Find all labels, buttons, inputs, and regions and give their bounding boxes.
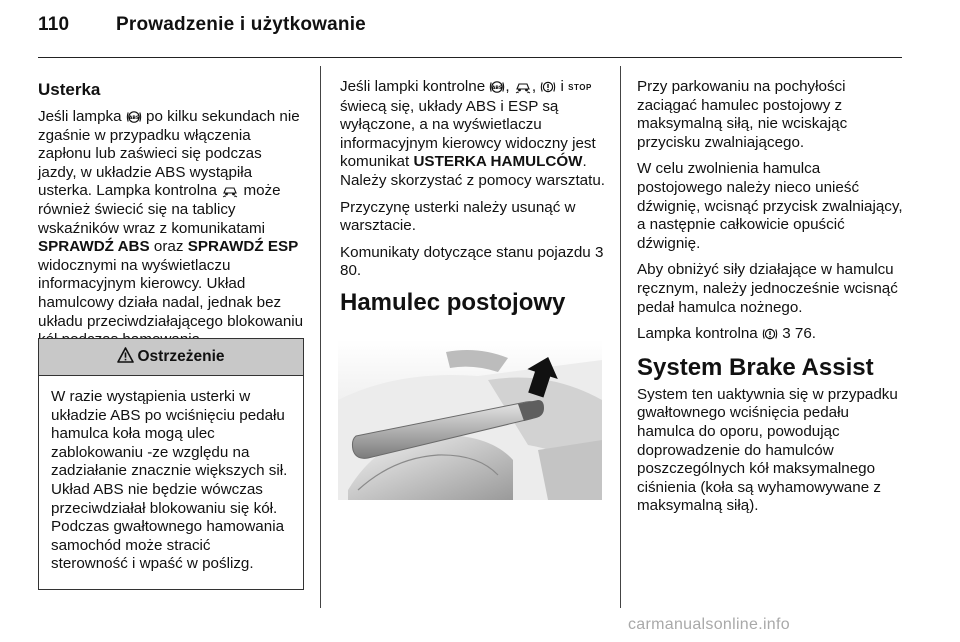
paragraph-brake-failure: Jeśli lampki kontrolne ABS , , i STOP świecą się, układy ABS i ESP są wyłączone, a na wyświetlaczu informacyjnym kierowcy widoczny jest komunikat USTERKA HAMULCÓW. Należy skorzystać z pomocy warsztatu. [340,78,606,189]
abs-warning-icon [489,80,505,94]
column-1 [38,80,304,358]
text: oraz [153,238,184,256]
svg-text:ABS: ABS [492,86,503,91]
paragraph-abs-fault [38,108,304,350]
text: widocznymi na wyświetlaczu informacyjnym kierowcy. Układ hamulcowy działa nadal, jednak bez układu przeciwdziałającego blokowaniu [38,256,304,330]
watermark: carmanualsonline.info [628,616,790,633]
paragraph-release: W celu zwolnienia hamulca postojowego należy nieco unieść dźwignię, wcisnąć przycisk zwalniający, a następnie całkowicie opuścić dźwignię. [637,160,903,252]
paragraph-reduce-forces: Aby obniżyć siły działające w hamulcu ręcznym, należy jednocześnie wcisnąć pedał hamulca nożnego. [637,261,898,316]
warning-box [38,338,304,590]
message-sprawdz-esp: SPRAWDŹ ESP [187,238,299,256]
page-reference: 76. [794,325,817,343]
paragraph-parking-slope: Przy parkowaniu na pochyłości zaciągać hamulec postojowy z maksymalną siłą, nie wciskając przycisku zwalniającego. [637,78,848,151]
column-divider-1 [320,66,321,608]
column-3 [637,78,905,524]
page-reference-symbol: 3 [782,325,791,343]
section-heading-usterka: Usterka [38,80,101,99]
text: Komunikaty dotyczące stanu pojazdu [340,243,591,261]
page-title: Prowadzenie i użytkowanie [116,14,366,35]
esp-skid-icon [514,80,532,94]
warning-header [39,339,303,376]
warning-triangle-icon [117,347,134,368]
text: świecą się, układy ABS i ESP są wyłączone, a na wyświetlaczu informacyjnym kierowcy widoczny jest komunikat [340,97,596,171]
text: Lampka kontrolna [637,325,758,343]
text: Jeśli lampki kontrolne [340,78,486,95]
stop-icon: STOP [568,83,592,92]
brake-warning-icon [540,80,556,94]
paragraph-control-lamp [637,325,905,344]
paragraph-repair: Przyczynę usterki należy usunąć w warsztacie. [340,198,576,235]
text: po kilku sekundach nie zgaśnie w przypadku włączenia zapłonu lub zaświeci się podczas jazdy, w układzie ABS wystąpiła usterka. Lampka kontrolna [38,108,300,200]
esp-skid-icon [221,184,239,198]
page-reference-symbol: 3 [594,243,604,261]
section-heading-brake-assist: System Brake Assist [637,353,874,381]
page-number: 110 [38,14,70,35]
page-reference: 80. [340,262,362,280]
message-sprawdz-abs: SPRAWDŹ ABS [38,238,150,256]
paragraph-vehicle-messages [340,244,606,281]
paragraph-brake-assist: System ten uaktywnia się w przypadku gwałtownego wciśnięcia pedału hamulca do oporu, powodując doprowadzenie do hamulców poszczególnych kół maksymalnego ciśnienia (koła są wyhamowywane z maksymalną siłą). [637,385,898,515]
brake-warning-icon [762,327,778,341]
text: może również świecić się na tablicy wskaźników wraz z komunikatami [38,182,281,237]
warning-text: W razie wystąpienia usterki w układzie ABS po wciśnięciu pedału hamulca koła mogą ulec zablokowaniu -ze względu na zadziałanie znacznie większych sił. Układ ABS nie będzie wówczas przeciwdziałał blokowaniu się kół. Podczas gwałtownego hamowania samochód może stracić sterowność i wpaść w poślizg. [51,388,288,573]
text: . Należy skorzystać z pomocy warsztatu. [340,153,606,189]
text: Jeśli lampka [38,108,122,125]
column-2 [340,78,606,325]
message-usterka-hamulcow: USTERKA HAMULCÓW [413,153,583,171]
parking-brake-illustration [338,340,602,500]
page-header [38,14,366,36]
abs-warning-icon [126,110,142,124]
header-divider [38,57,902,58]
warning-title: Ostrzeżenie [137,348,225,365]
svg-text:ABS: ABS [128,116,139,121]
section-heading-parking-brake: Hamulec postojowy [340,288,566,316]
column-divider-2 [620,66,621,608]
